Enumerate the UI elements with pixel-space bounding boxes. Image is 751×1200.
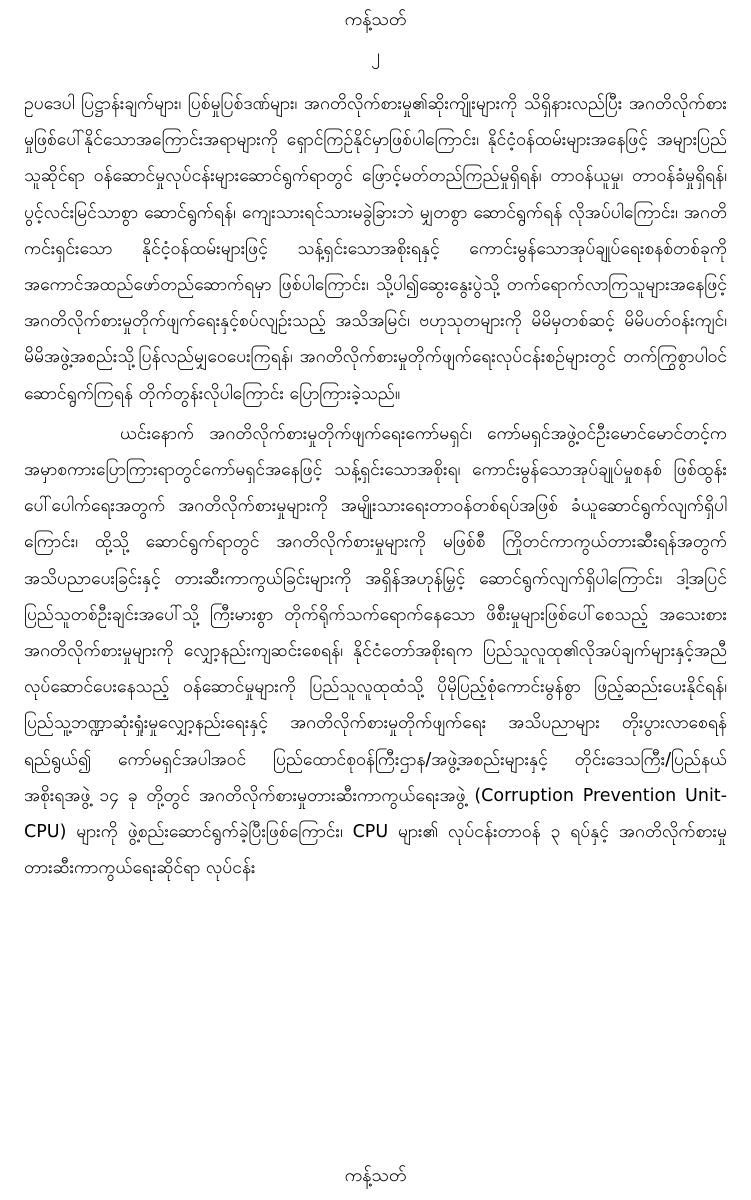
document-body — [24, 86, 727, 886]
paragraph-1: ဥပဒေပါ ပြဋ္ဌာန်းချက်များ၊ ပြစ်မှုပြစ်ဒဏ်များ၊ အဂတိလိုက်စားမှု၏ဆိုးကျိုးများကို သိရှိနားလည်ပြီး အဂတိလိုက်စားမှုဖြစ်ပေါ်နိုင်သောအကြောင်းအရာများကို ရှောင်ကြဉ်နိုင်မှာဖြစ်ပါကြောင်း၊ နိုင်ငံ့ဝန်ထမ်းများအနေဖြင့် အများပြည်သူဆိုင်ရာ ဝန်ဆောင်မှုလုပ်ငန်းများဆောင်ရွက်ရာတွင် ဖြောင့်မတ်တည်ကြည်မှုရှိရန်၊ တာဝန်ယူမှု၊ တာဝန်ခံမှုရှိရန်၊ ပွင့်လင်းမြင်သာစွာ ဆောင်ရွက်ရန်၊ ကျေးသားရင်သားမခွဲခြားဘဲ မျှတစွာ ဆောင်ရွက်ရန် လိုအပ်ပါကြောင်း၊ အဂတိကင်းရှင်းသော နိုင်ငံ့ဝန်ထမ်းများဖြင့် သန့်ရှင်းသောအစိုးရနှင့် ကောင်းမွန်သောအုပ်ချုပ်ရေးစနစ်တစ်ခုကို အကောင်အထည်ဖော်တည်ဆောက်ရမှာ ဖြစ်ပါကြောင်း၊ သို့ပါ၍ဆွေးနွေးပွဲသို့ တက်ရောက်လာကြသူများအနေဖြင့် အဂတိလိုက်စားမှုတိုက်ဖျက်ရေးနှင့်စပ်လျဉ်းသည့် အသိအမြင်၊ ဗဟုသုတများကို မိမိမှတစ်ဆင့် မိမိပတ်ဝန်းကျင်၊ မိမိအဖွဲ့အစည်းသို့ပြန်လည်မျှဝေပေးကြရန်၊ အဂတိလိုက်စားမှုတိုက်ဖျက်ရေးလုပ်ငန်းစဉ်များတွင် တက်ကြွစွာပါဝင်ဆောင်ရွက်ကြရန် တိုက်တွန်းလိုပါကြောင်း ပြောကြားခဲ့သည်။ — [24, 94, 727, 404]
footer-classification: ကန့်သတ် — [344, 1165, 407, 1186]
header-classification: ကန့်သတ် — [344, 9, 407, 30]
paragraph-2: ယင်းနောက် အဂတိလိုက်စားမှုတိုက်ဖျက်ရေးကော်မရှင်၊ ကော်မရှင်အဖွဲ့ဝင်ဦးမောင်မောင်တင့်ကအမှာစကားပြောကြားရာတွင်ကော်မရှင်အနေဖြင့် သန့်ရှင်းသောအစိုးရ၊ ကောင်းမွန်သောအုပ်ချုပ်မှုစနစ် ဖြစ်ထွန်းပေါ်ပေါက်ရေးအတွက် အဂတိလိုက်စားမှုများကို အမျိုးသားရေးတာဝန်တစ်ရပ်အဖြစ် ခံယူဆောင်ရွက်လျက်ရှိပါကြောင်း၊ ထို့သို့ ဆောင်ရွက်ရာတွင် အဂတိလိုက်စားမှုများကို မဖြစ်စီ ကြိုတင်ကာကွယ်တားဆီးရန်အတွက် အသိပညာပေးခြင်းနှင့် တားဆီးကာကွယ်ခြင်းများကို အရှိန်အဟုန်မြှင့် ဆောင်ရွက်လျက်ရှိပါကြောင်း၊ ဒါ့အပြင် ပြည်သူတစ်ဦးချင်းအပေါ်သို့ ကြီးမားစွာ တိုက်ရိုက်သက်ရောက်နေသော ဖိစီးမှုများဖြစ်ပေါ်စေသည့် အသေးစားအဂတိလိုက်စားမှုများကို လျှော့နည်းကျဆင်းစေရန်၊ နိုင်ငံတော်အစိုးရက ပြည်သူလူထု၏လိုအပ်ချက်များနှင့်အညီ လုပ်ဆောင်ပေးနေသည့် ဝန်ဆောင်မှုများကို ပြည်သူလူထုထံသို့ ပိုမိုပြည့်စုံကောင်းမွန်စွာ ဖြည့်ဆည်းပေးနိုင်ရန်၊ ပြည်သူ့ဘဏ္ဍာဆုံးရှုံးမှုလျှော့နည်းရေးနှင့် အဂတိလိုက်စားမှုတိုက်ဖျက်ရေး အသိပညာများ တိုးပွားလာစေရန်ရည်ရွယ်၍ ကော်မရှင်အပါအဝင် ပြည်ထောင်စုဝန်ကြီးဌာန/အဖွဲ့အစည်းများနှင့် တိုင်းဒေသကြီး/ပြည်နယ်အစိုးရအဖွဲ့ ၁၄ ခု တို့တွင် အဂတိလိုက်စားမှုတားဆီးကာကွယ်ရေးအဖွဲ့ (Corruption Prevention Unit- CPU) များကို ဖွဲ့စည်းဆောင်ရွက်ခဲ့ပြီးဖြစ်ကြောင်း၊ CPU များ၏ လုပ်ငန်းတာဝန် ၃ ရပ်နှင့် အဂတိလိုက်စားမှုတားဆီးကာကွယ်ရေးဆိုင်ရာ လုပ်ငန်း — [24, 423, 727, 879]
page-number: ၂ — [371, 45, 380, 66]
